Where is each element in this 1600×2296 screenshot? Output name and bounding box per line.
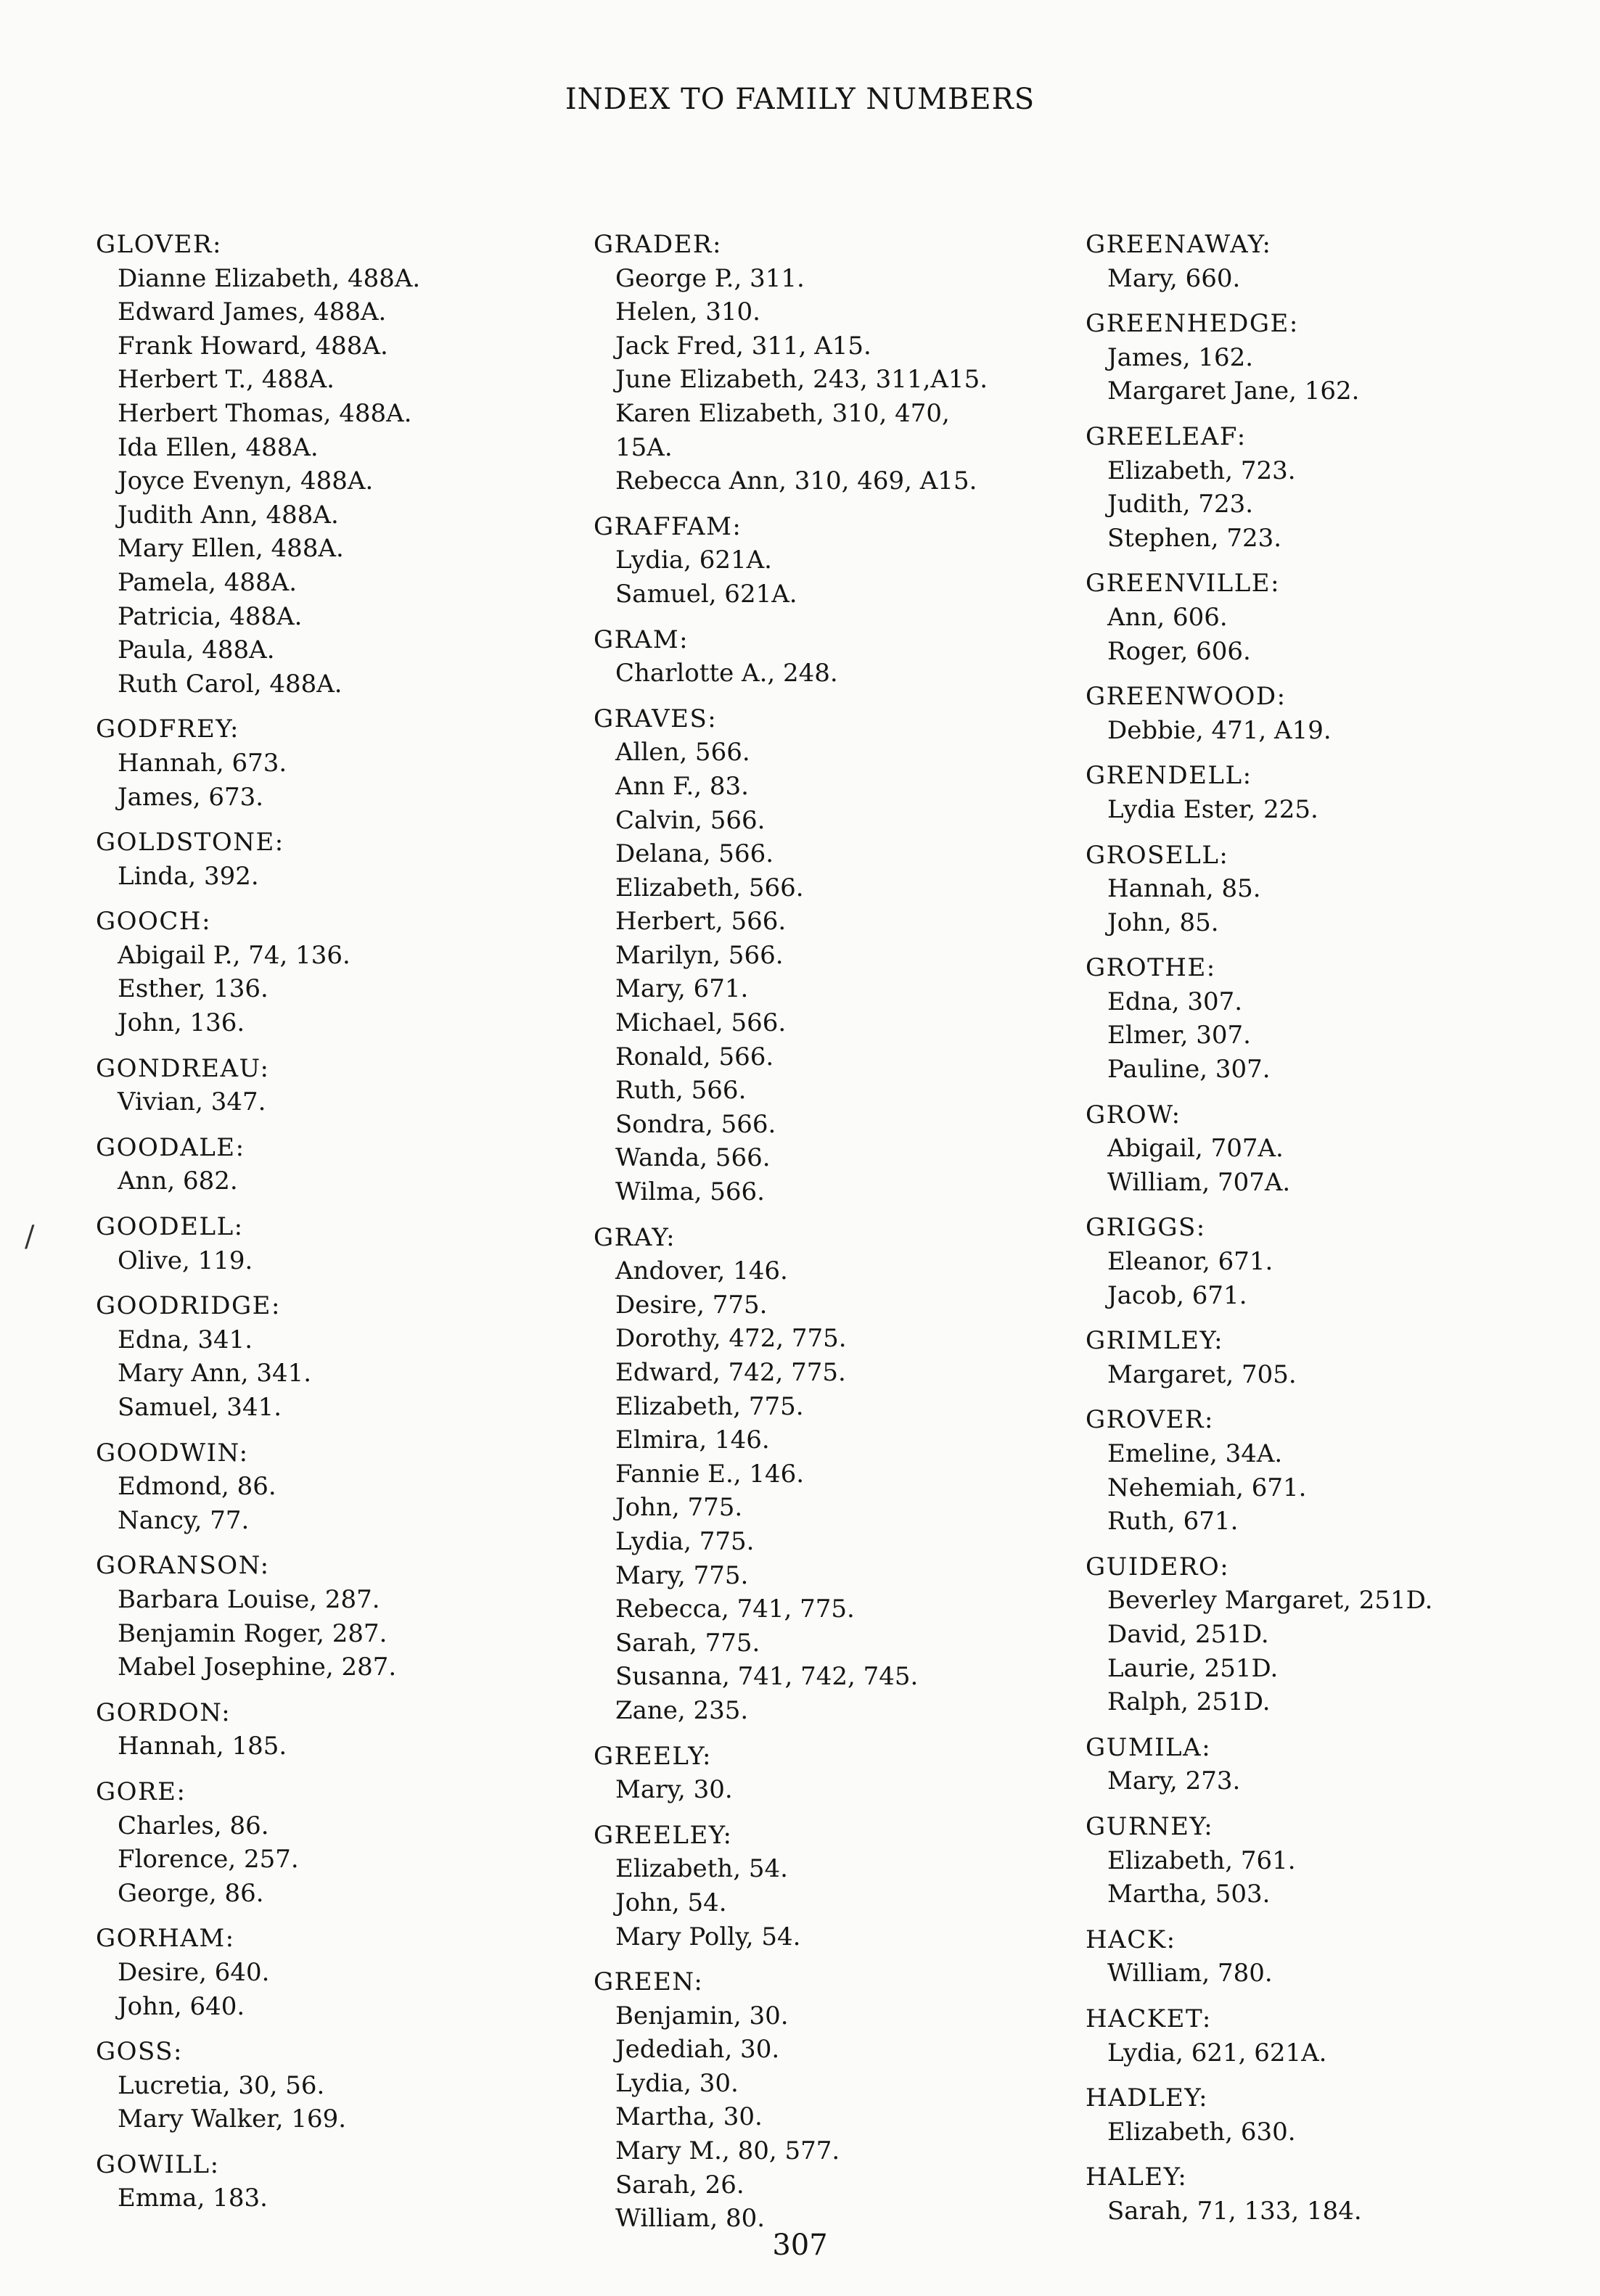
index-column-2 [594,228,1058,2247]
index-entry: Nancy, 77. [118,1505,250,1535]
surname-heading: GUMILA: [1086,1732,1212,1762]
index-entry: Edward James, 488A. [118,297,387,327]
surname-group [96,1436,575,1538]
index-entry: William, 707A. [1107,1167,1291,1197]
index-entry: Abigail, 707A. [1107,1134,1284,1164]
index-entry: Dorothy, 472, 775. [615,1324,847,1354]
surname-group [96,1131,575,1198]
index-entry: Mary, 273. [1107,1766,1241,1796]
index-entry: William, 80. [615,2204,766,2234]
surname-heading: GREENHEDGE: [1086,309,1299,339]
surname-group [1086,759,1593,826]
surname-heading: GOODRIDGE: [96,1291,281,1321]
surname-group [96,1775,575,1910]
index-entry: Martha, 503. [1107,1880,1271,1909]
index-entry: Edna, 341. [118,1325,253,1354]
surname-group [594,228,1058,498]
index-entry: Esther, 136. [118,974,268,1004]
surname-group [96,1549,575,1684]
index-entry: Lydia, 621, 621A. [1107,2038,1327,2067]
index-entry: Hannah, 85. [1107,874,1261,904]
page-number: 307 [772,2229,828,2262]
surname-group [96,228,575,701]
index-entry: Elmira, 146. [615,1425,770,1455]
index-entry: Joyce Evenyn, 488A. [118,466,374,496]
surname-heading: GORANSON: [96,1551,270,1581]
page-title: INDEX TO FAMILY NUMBERS [565,83,1035,116]
surname-heading: GREELY: [594,1741,713,1771]
surname-group [1086,228,1593,295]
surname-group [594,1221,1058,1728]
surname-group [96,2035,575,2136]
index-entry: Desire, 640. [118,1957,270,1987]
surname-heading: GREENAWAY: [1086,230,1272,259]
index-entry: Wilma, 566. [615,1177,765,1207]
index-entry: Sarah, 26. [615,2170,744,2200]
index-entry: Lydia, 30. [615,2068,739,2098]
index-entry: Elizabeth, 761. [1107,1846,1296,1875]
index-entry: Rebecca, 741, 775. [615,1595,855,1624]
index-entry: Lucretia, 30, 56. [118,2070,325,2100]
index-entry: Stephen, 723. [1107,523,1282,553]
surname-heading: GREELEAF: [1086,421,1247,451]
surname-heading: GOODWIN: [96,1438,249,1468]
surname-heading: GURNEY: [1086,1811,1214,1841]
index-entry: Ida Ellen, 488A. [118,432,319,462]
surname-group [1086,1403,1593,1538]
index-entry: Lydia, 621A. [615,546,772,575]
surname-heading: GOODALE: [96,1132,245,1162]
surname-group [96,1696,575,1764]
index-entry: Mary, 660. [1107,263,1241,293]
surname-heading: GROTHE: [1086,953,1216,983]
surname-group [594,1819,1058,1954]
surname-heading: GREENVILLE: [1086,569,1281,598]
index-entry: Mary M., 80, 577. [615,2136,840,2166]
index-entry: Judith Ann, 488A. [118,500,339,530]
surname-heading: GREENWOOD: [1086,682,1287,712]
index-entry: John, 640. [118,1991,245,2021]
index-entry: Hannah, 673. [118,748,287,778]
surname-group [594,510,1058,612]
index-entry: Mary Polly, 54. [615,1922,801,1951]
index-entry: James, 673. [118,782,264,812]
surname-heading: GRIMLEY: [1086,1326,1224,1356]
index-entry: Rebecca Ann, 310, 469, A15. [615,466,977,496]
index-entry: Mary Ann, 341. [118,1359,312,1388]
surname-group [1086,2002,1593,2070]
surname-heading: HACKET: [1086,2004,1212,2033]
surname-group [96,2148,575,2215]
index-entry: Hannah, 185. [118,1732,287,1761]
surname-heading: GUIDERO: [1086,1552,1230,1581]
index-entry: John, 775. [615,1493,743,1523]
index-entry: Beverley Margaret, 251D. [1107,1586,1433,1616]
index-entry: Elizabeth, 54. [615,1854,788,1884]
index-entry: Elizabeth, 566. [615,873,804,902]
surname-group [1086,1098,1593,1200]
surname-group [1086,420,1593,555]
index-entry: Mary, 30. [615,1775,733,1805]
index-entry: Jedediah, 30. [615,2035,780,2065]
surname-group [1086,567,1593,668]
index-entry: Lydia, 775. [615,1526,755,1556]
surname-heading: GLOVER: [96,230,222,259]
index-entry: Emeline, 34A. [1107,1439,1283,1468]
surname-group [1086,1324,1593,1391]
surname-group [1086,951,1593,1086]
index-entry: Eleanor, 671. [1107,1247,1273,1277]
index-entry: Barbara Louise, 287. [118,1584,380,1614]
index-entry: Elizabeth, 723. [1107,456,1296,485]
index-entry: Debbie, 471, A19. [1107,715,1332,745]
index-entry: Samuel, 341. [118,1393,282,1422]
surname-heading: GREEN: [594,1967,704,1997]
surname-group [594,702,1058,1209]
surname-group [96,1922,575,2023]
index-entry: Elizabeth, 775. [615,1391,804,1421]
index-entry: George, 86. [118,1878,264,1908]
index-entry: John, 136. [118,1008,245,1038]
index-entry: Michael, 566. [615,1008,787,1038]
index-entry: Jacob, 671. [1107,1280,1247,1310]
surname-heading: GODFREY: [96,715,240,744]
surname-group [594,623,1058,691]
index-entry: Laurie, 251D. [1107,1653,1279,1683]
index-entry: Charles, 86. [118,1811,269,1840]
surname-group [96,1210,575,1277]
index-entry: Sondra, 566. [615,1109,776,1139]
index-entry: Ann F., 83. [615,771,749,801]
index-entry: Edmond, 86. [118,1472,276,1502]
surname-group [96,905,575,1040]
surname-group [1086,2081,1593,2149]
index-entry: Linda, 392. [118,861,259,891]
index-entry: William, 780. [1107,1959,1273,1988]
surname-heading: GORHAM: [96,1924,235,1954]
index-entry: Mabel Josephine, 287. [118,1653,397,1682]
index-entry: Ronald, 566. [615,1042,774,1071]
index-entry: Margaret, 705. [1107,1359,1297,1389]
index-entry: Ruth, 566. [615,1076,747,1106]
index-entry: Nehemiah, 671. [1107,1473,1307,1502]
surname-heading: GRENDELL: [1086,761,1252,791]
index-entry: Ann, 682. [118,1166,238,1196]
index-entry: Desire, 775. [615,1290,768,1320]
surname-heading: GRAM: [594,625,689,654]
index-entry: John, 85. [1107,908,1219,937]
surname-heading: HALEY: [1086,2163,1188,2192]
index-column-3 [1086,228,1593,2239]
index-entry: Allen, 566. [615,738,750,768]
index-entry: Margaret Jane, 162. [1107,377,1360,406]
surname-heading: GROW: [1086,1100,1181,1130]
index-entry: Ruth, 671. [1107,1507,1239,1536]
index-entry: Herbert, 566. [615,907,787,937]
index-entry: Helen, 310. [615,297,760,327]
surname-group [96,826,575,893]
index-entry: James, 162. [1107,342,1254,372]
index-entry: Pauline, 307. [1107,1055,1271,1085]
index-entry: Ralph, 251D. [1107,1687,1271,1717]
index-entry: Judith, 723. [1107,490,1254,519]
index-entry: Ruth Carol, 488A. [118,669,342,699]
surname-group [1086,1211,1593,1312]
surname-heading: GOODELL: [96,1212,244,1242]
surname-heading: GRADER: [594,230,722,259]
surname-group [1086,307,1593,408]
surname-heading: GORDON: [96,1698,231,1727]
index-entry: Sarah, 775. [615,1628,760,1658]
index-entry: Mary Ellen, 488A. [118,534,344,564]
surname-group [1086,2160,1593,2228]
index-entry: Zane, 235. [615,1695,749,1725]
surname-group [1086,680,1593,747]
index-entry: Susanna, 741, 742, 745. [615,1662,919,1692]
surname-heading: GONDREAU: [96,1053,270,1083]
index-entry: Herbert T., 488A. [118,365,335,395]
index-entry: Wanda, 566. [615,1143,771,1173]
surname-group [1086,839,1593,940]
index-entry: Florence, 257. [118,1845,299,1875]
index-entry: Abigail P., 74, 136. [118,940,350,970]
surname-heading: HACK: [1086,1925,1176,1954]
surname-heading: GOSS: [96,2037,183,2067]
index-entry: Roger, 606. [1107,636,1251,666]
index-entry: Karen Elizabeth, 310, 470, [615,398,950,428]
index-entry: Dianne Elizabeth, 488A. [118,263,421,293]
surname-heading: GRAFFAM: [594,511,742,541]
surname-heading: GRIGGS: [1086,1213,1206,1243]
index-column-1 [96,228,575,2227]
margin-pencil-mark: / [25,1220,35,1254]
index-entry: Elmer, 307. [1107,1021,1251,1050]
surname-group [96,712,575,814]
index-entry: David, 251D. [1107,1619,1269,1649]
surname-group [96,1052,575,1119]
index-entry: Sarah, 71, 133, 184. [1107,2196,1362,2226]
surname-group [594,1965,1058,2236]
index-entry: Pamela, 488A. [118,567,297,597]
index-entry: Jack Fred, 311, A15. [615,331,871,361]
index-entry: 15A. [615,432,673,462]
index-entry: Vivian, 347. [118,1087,266,1117]
index-entry: June Elizabeth, 243, 311,A15. [615,365,988,395]
index-entry: Benjamin Roger, 287. [118,1618,387,1648]
index-entry: John, 54. [615,1888,727,1917]
index-entry: Mary Walker, 169. [118,2104,347,2134]
surname-group [1086,1810,1593,1912]
surname-heading: HADLEY: [1086,2083,1209,2113]
index-entry: Olive, 119. [118,1246,253,1275]
surname-group [594,1740,1058,1807]
surname-group [1086,1550,1593,1719]
index-entry: Delana, 566. [615,839,774,869]
index-entry: Fannie E., 146. [615,1459,805,1489]
surname-heading: GOOCH: [96,907,212,937]
index-entry: Edna, 307. [1107,987,1243,1016]
index-entry: Mary, 775. [615,1560,749,1590]
surname-heading: GRAY: [594,1222,676,1252]
index-entry: Herbert Thomas, 488A. [118,398,412,428]
index-entry: Samuel, 621A. [615,579,797,609]
index-entry: Calvin, 566. [615,805,766,835]
index-entry: Paula, 488A. [118,635,275,665]
surname-heading: GROSELL: [1086,840,1229,870]
index-entry: Ann, 606. [1107,602,1228,632]
index-entry: Edward, 742, 775. [615,1358,846,1387]
index-entry: Mary, 671. [615,974,749,1004]
surname-group [96,1289,575,1424]
surname-heading: GOLDSTONE: [96,828,284,857]
index-entry: Emma, 183. [118,2184,268,2213]
surname-heading: GOWILL: [96,2149,220,2179]
surname-heading: GROVER: [1086,1405,1214,1435]
index-entry: Frank Howard, 488A. [118,331,388,361]
index-entry: Lydia Ester, 225. [1107,794,1318,824]
surname-heading: GRAVES: [594,704,718,733]
surname-heading: GORE: [96,1777,186,1806]
index-entry: Patricia, 488A. [118,601,303,631]
index-entry: Elizabeth, 630. [1107,2117,1296,2147]
index-entry: Martha, 30. [615,2102,763,2132]
index-entry: Benjamin, 30. [615,2001,789,2030]
surname-heading: GREELEY: [594,1820,733,1850]
index-entry: Charlotte A., 248. [615,659,838,688]
index-entry: Andover, 146. [615,1256,788,1286]
surname-group [1086,1731,1593,1798]
index-entry: George P., 311. [615,263,805,293]
index-entry: Marilyn, 566. [615,940,784,970]
surname-group [1086,1923,1593,1991]
